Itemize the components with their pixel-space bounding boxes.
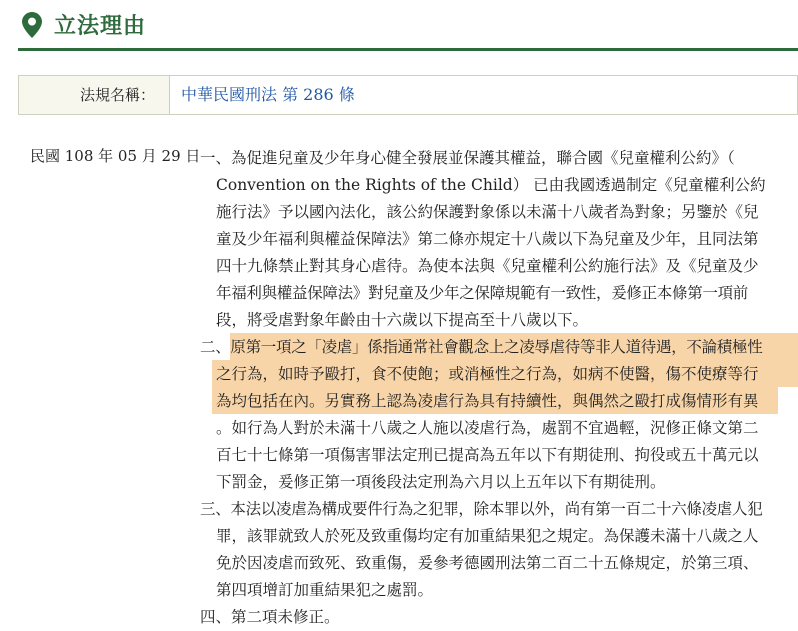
law-name-label: 法規名稱：: [19, 76, 170, 114]
reason-line: 四十九條禁止對其身心虐待。為使本法與《兒童權利公約施行法》及《兒童及少: [216, 257, 759, 275]
reason-line: 罪，該罪就致人於死及致重傷均定有加重結果犯之規定。為保護未滿十八歲之人: [216, 527, 759, 545]
reason-line: 之行為，如時予毆打，食不使飽；或消極性之行為，如病不使醫，傷不使療等行: [216, 365, 759, 383]
reason-line: 施行法》予以國內法化，該公約保護對象係以未滿十八歲者為對象；另鑒於《兒: [216, 203, 759, 221]
law-name-row: [18, 75, 798, 115]
reason-line: 四、第二項未修正。: [200, 608, 340, 626]
reason-line: 百七十七條第一項傷害罪法定刑已提高為五年以下有期徒刑、拘役或五十萬元以: [216, 446, 759, 464]
law-name-link[interactable]: 中華民國刑法 第 286 條: [181, 85, 355, 104]
reason-line: Convention on the Rights of the Child） 已由我國透過制定《兒童權利公約: [216, 176, 766, 194]
reason-line: 下罰金，爰修正第一項後段法定刑為六月以上五年以下有期徒刑。: [216, 473, 666, 491]
section-header: [0, 0, 798, 50]
page-title: 立法理由: [54, 13, 147, 39]
reason-line: 。如行為人對於未滿十八歲之人施以凌虐行為，處罰不宜過輕，況修正條文第二: [216, 419, 759, 437]
reason-line: 二、原第一項之「凌虐」係指通常社會觀念上之凌辱虐待等非人道待遇，不論積極性: [200, 338, 763, 356]
reason-line: 年福利與權益保障法》對兒童及少年之保障規範有一致性，爰修正本條第一項前: [216, 284, 749, 302]
reason-line: 段，將受虐對象年齡由十六歲以下提高至十八歲以下。: [216, 311, 589, 329]
reason-line: 免於因凌虐而致死、致重傷，爰參考德國刑法第二百二十五條規定，於第三項、: [216, 554, 759, 572]
reason-line: 為均包括在內。另實務上認為凌虐行為具有持續性，與偶然之毆打成傷情形有異: [216, 392, 759, 410]
reason-line: 童及少年福利與權益保障法》第二條亦規定十八歲以下為兒童及少年，且同法第: [216, 230, 759, 248]
reason-line: 一、為促進兒童及少年身心健全發展並保護其權益，聯合國《兒童權利公約》（: [200, 149, 735, 167]
amendment-date: 民國 108 年 05 月 29 日: [30, 147, 201, 165]
header-divider: [18, 48, 798, 51]
reason-line: 三、本法以凌虐為構成要件行為之犯罪，除本罪以外，尚有第一百二十六條凌虐人犯: [200, 500, 763, 518]
reason-line: 第四項增訂加重結果犯之處罰。: [216, 581, 434, 599]
location-pin-icon: [22, 12, 42, 38]
